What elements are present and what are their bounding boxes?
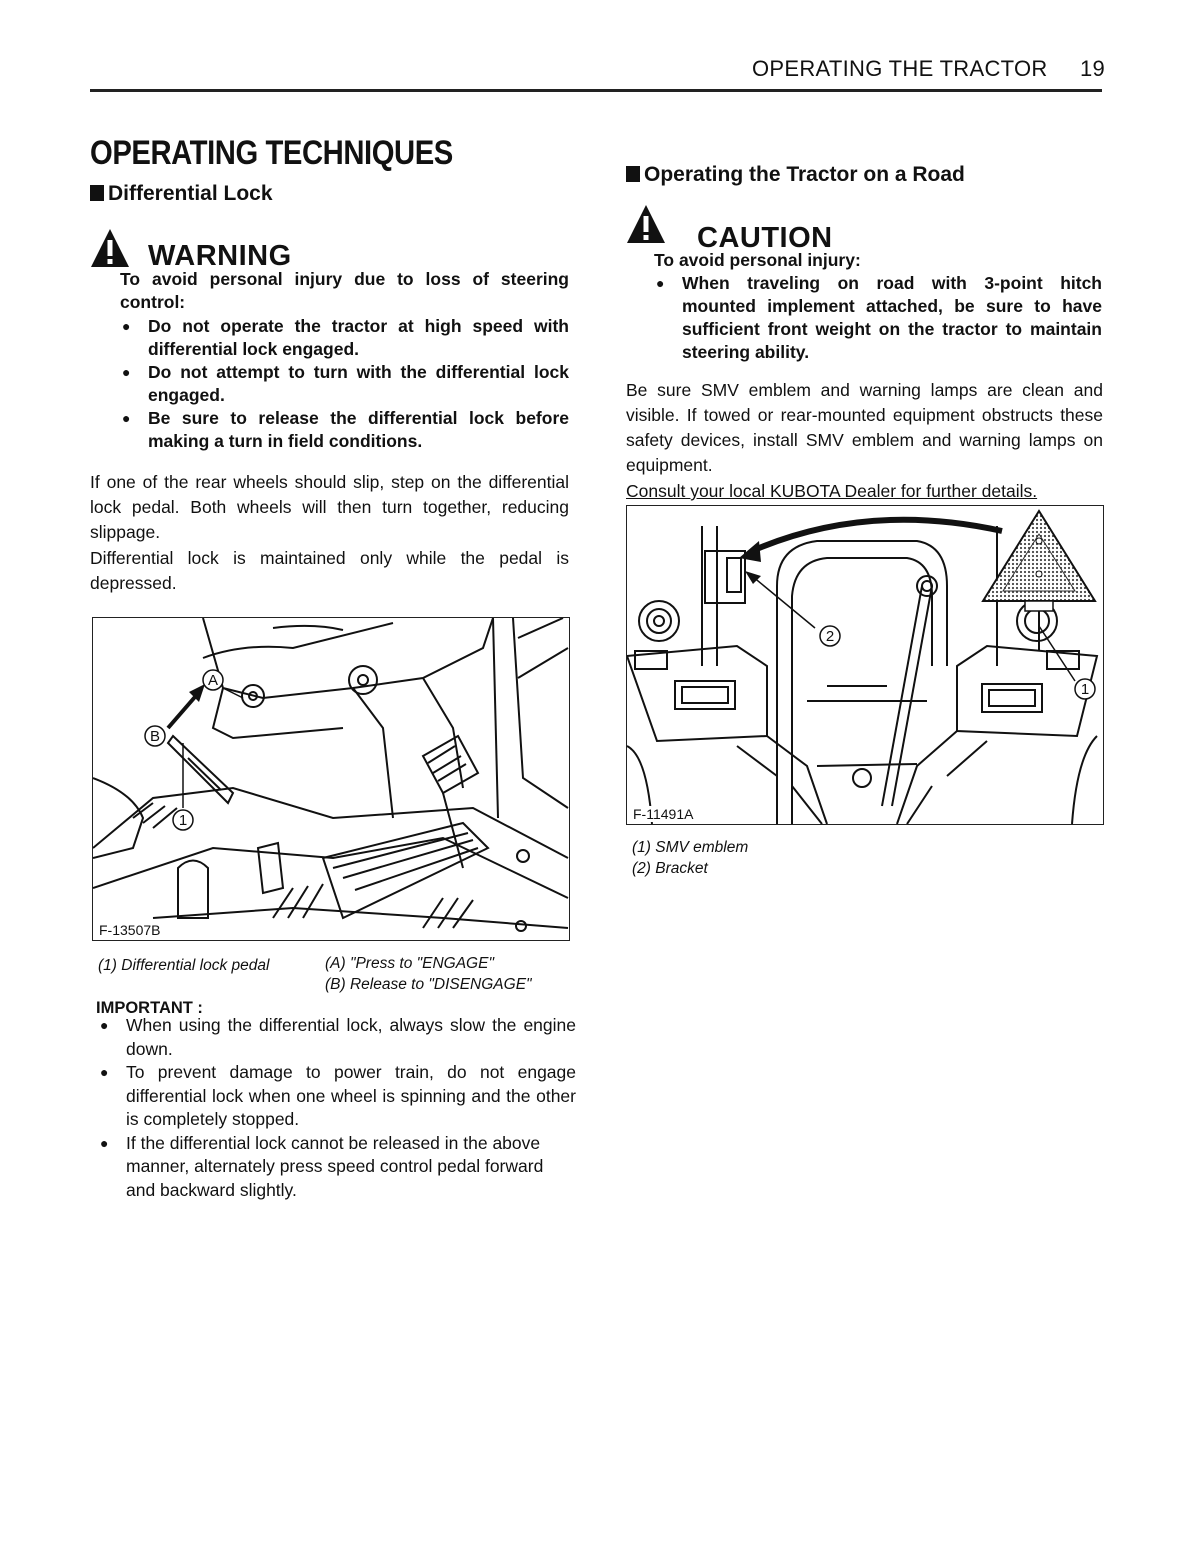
callout-b: B [149, 728, 161, 745]
tractor-rear-illustration [627, 506, 1103, 824]
section-title: OPERATING TECHNIQUES [90, 134, 453, 172]
smv-paragraph: Be sure SMV emblem and warning lamps are clean and visible. If towed or rear-mounted equipment obstructs these safety devices, install SMV emblem and warning lamps on equipment. [626, 380, 1103, 475]
differential-lock-heading: Differential Lock [90, 182, 273, 206]
list-item: ● Do not operate the tractor at high speed with differential lock engaged. [120, 315, 569, 361]
heading-square-icon [90, 185, 104, 201]
important-list [98, 1014, 576, 1202]
warning-label: WARNING [148, 240, 292, 272]
list-item: ● If the differential lock cannot be released in the above manner, alternately press speed control pedal forward and backward slightly. [98, 1132, 576, 1203]
figure-id: F-11491A [633, 806, 694, 822]
list-item: ● When traveling on road with 3-point hitch mounted implement attached, be sure to have sufficient front weight on the tractor to maintain steering ability. [654, 272, 1102, 364]
caption-bracket: (2) Bracket [632, 860, 708, 877]
warning-list [120, 315, 569, 453]
road-heading: Operating the Tractor on a Road [626, 163, 965, 187]
list-item: ● Be sure to release the differential lock before making a turn in field conditions. [120, 407, 569, 453]
caution-list [654, 272, 1102, 364]
warning-intro: To avoid personal injury due to loss of steering control: [120, 269, 569, 312]
caution-triangle-icon [626, 204, 666, 244]
warning-triangle-icon [90, 228, 130, 268]
differential-lock-figure [92, 617, 570, 941]
maintain-paragraph: Differential lock is maintained only while the pedal is depressed. [90, 548, 569, 593]
slip-paragraph: If one of the rear wheels should slip, step on the differential lock pedal. Both wheels will then turn together, reducing slippage. [90, 472, 569, 542]
smv-emblem-figure [626, 505, 1104, 825]
callout-2: 2 [825, 628, 835, 645]
list-item: ● When using the differential lock, always slow the engine down. [98, 1014, 576, 1061]
caption-b: (B) Release to "DISENGAGE" [325, 976, 532, 993]
list-item: ● To prevent damage to power train, do not engage differential lock when one wheel is spinning and the other is completely stopped. [98, 1061, 576, 1132]
callout-1: 1 [178, 812, 188, 829]
callout-a: A [207, 672, 219, 689]
caution-intro: To avoid personal injury: [654, 250, 861, 270]
page-number: 19 [1080, 56, 1106, 81]
caption-smv-emblem: (1) SMV emblem [632, 839, 749, 856]
header-rule [90, 89, 1102, 92]
callout-1: 1 [1080, 681, 1090, 698]
heading-square-icon [626, 166, 640, 182]
list-item: ● Do not attempt to turn with the differential lock engaged. [120, 361, 569, 407]
running-header: OPERATING THE TRACTOR [752, 56, 1048, 81]
caption-1: (1) Differential lock pedal [98, 957, 270, 974]
caption-a: (A) "Press to "ENGAGE" [325, 955, 494, 972]
differential-lock-illustration [93, 618, 569, 940]
figure-id: F-13507B [99, 922, 161, 938]
caution-label: CAUTION [697, 222, 833, 254]
dealer-paragraph: Consult your local KUBOTA Dealer for further details. [626, 481, 1038, 501]
important-label: IMPORTANT : [96, 999, 203, 1017]
